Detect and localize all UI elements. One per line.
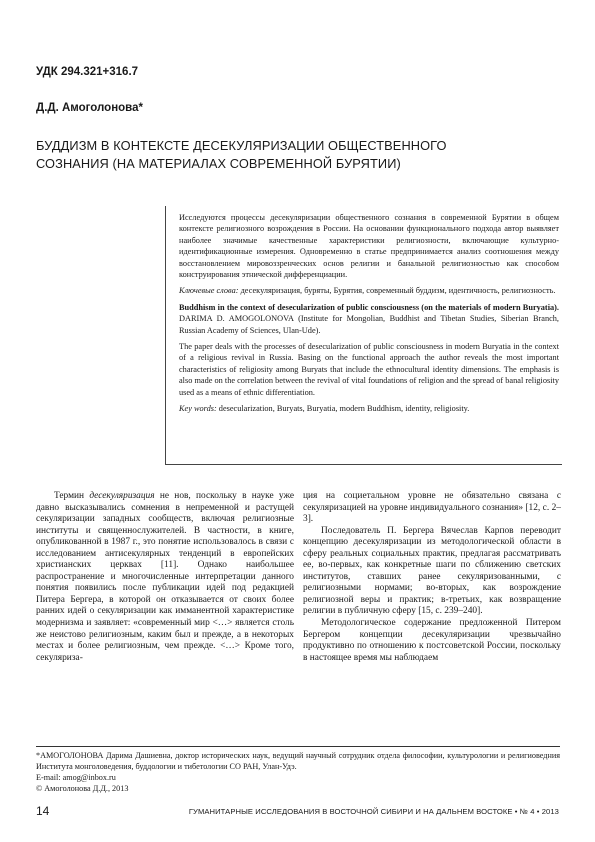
article-title-line-1: БУДДИЗМ В КОНТЕКСТЕ ДЕСЕКУЛЯРИЗАЦИИ ОБЩЕСТВЕННОГО [36, 138, 447, 153]
body-paragraph-2: ция на социетальном уровне не обязательно связана с секуляризацией на уровне индивидуального сознания» [12, c. 2–3]. [303, 491, 561, 525]
keywords-ru [179, 285, 559, 296]
column-right [303, 491, 561, 664]
p1-rest: не нов, поскольку в науке уже давно высказывались сомнения в непременной и растущей секуляризации западных сообществ, включая религиозные институты и священнослужителей. В частности, в книге, опубликованной в 1987 г., это понятие использовалось в связи с исследованием антисекулярных тенденций в европейских христианских церквах [11]. Однако наибольшее распространение и многочисленные интерпретации данного понятия появились после публикации идей под редакцией Питера Бергера, в которой он отказывается от своих более ранних идей о секуляризации как имманентной характеристике модернизма и заявляет: «современный мир <…> является столь же неистово религиозным, каким был и прежде, а в некоторых местах и более религиозным, чем прежде. <…> Кроме того, секуляриза- [36, 491, 294, 663]
abstract-en-title: Buddhism in the context of desecularization of public consciousness (on the materials of modern Buryatia). [179, 302, 559, 312]
abstract-ru: Исследуются процессы десекуляризации общественного сознания в современной Бурятии в общем контексте религиозного возрождения в России. На основании функционального подхода автор выявляет наиболее значимые качественные характеристики религиозности, включающие культурно-идентификационные измерения. Одновременно в статье предпринимается анализ соотношения между восстановлением мировоззренческих основ религии и банальной религиозностью как способом конструирования этнической дифференциации. [179, 213, 559, 280]
keywords-en [179, 403, 559, 414]
keywords-ru-list: десекуляризация, буряты, Бурятия, современный буддизм, идентичность, религиозность. [240, 286, 556, 296]
article-title [36, 137, 556, 173]
p1-term: десекуляризация [89, 491, 155, 501]
udc-code: УДК 294.321+316.7 [36, 66, 139, 78]
keywords-ru-label: Ключевые слова: [179, 286, 239, 296]
body-paragraph-4: Методологическое содержание предложенной Питером Бергером концепции десекуляризации чрезвычайно продуктивно по отношению к постсоветской России, поскольку в настоящее время мы наблюдаем [303, 618, 561, 663]
author-name: Д.Д. Амоголонова* [36, 102, 143, 114]
column-left [36, 491, 294, 664]
body-paragraph-1 [36, 491, 294, 664]
abstract-en-author: DARIMA D. AMOGOLONOVA (Institute for Mongolian, Buddhist and Tibetan Studies, Siberian Branch, Russian Academy of Sciences, Ulan-Ude). [179, 314, 559, 335]
author-footnote [36, 750, 560, 794]
page-number: 14 [36, 804, 50, 818]
keywords-en-label: Key words: [179, 404, 217, 414]
abstract-content [179, 212, 559, 420]
p1-start: Термин [54, 491, 90, 501]
body-paragraph-3: Последователь П. Бергера Вячеслав Карпов переводит концепцию десекуляризации из методологической области в сферу реальных социальных практик, предлагая рассматривать ее, во-первых, как конкретные шаги по сближению светских институтов, ставших ранее секуляризованными, с религиозными нормами; во-вторых, как возрождение религиозной веры и практик; в-третьих, как возвращение религии в публичную сферу [15, c. 239–240]. [303, 525, 561, 617]
abstract-en: The paper deals with the processes of desecularization of public consciousness in modern Buryatia in the context of a religious revival in Russia. Basing on the functional approach the author reveals the most important characteristics of religiosity among Buryats that include the ethnocultural identity dimensions. The emphasis is also made on the correlation between the revival of vital foundations of religion and the spread of banal religiosity used as a means of ethnic differentiation. [179, 342, 559, 397]
abstract-box [165, 206, 562, 465]
footnote-divider [36, 746, 560, 747]
abstract-en-heading [179, 302, 559, 336]
keywords-en-list: desecularization, Buryats, Buryatia, modern Buddhism, identity, religiosity. [218, 404, 470, 414]
footnote-author-info: *АМОГОЛОНОВА Дарима Дашиевна, доктор исторических наук, ведущий научный сотрудник отдела философии, культурологии и религиоведния Института монголоведения, буддологии и тибетологии СО РАН, Улан-Удэ. [36, 751, 560, 771]
footnote-copyright: © Амоголонова Д.Д., 2013 [36, 784, 129, 793]
footnote-email: E-mail: amog@inbox.ru [36, 773, 116, 782]
journal-running-head: ГУМАНИТАРНЫЕ ИССЛЕДОВАНИЯ В ВОСТОЧНОЙ СИБИРИ И НА ДАЛЬНЕМ ВОСТОКЕ • № 4 • 2013 [188, 807, 559, 816]
article-title-line-2: СОЗНАНИЯ (НА МАТЕРИАЛАХ СОВРЕМЕННОЙ БУРЯТИИ) [36, 156, 401, 171]
